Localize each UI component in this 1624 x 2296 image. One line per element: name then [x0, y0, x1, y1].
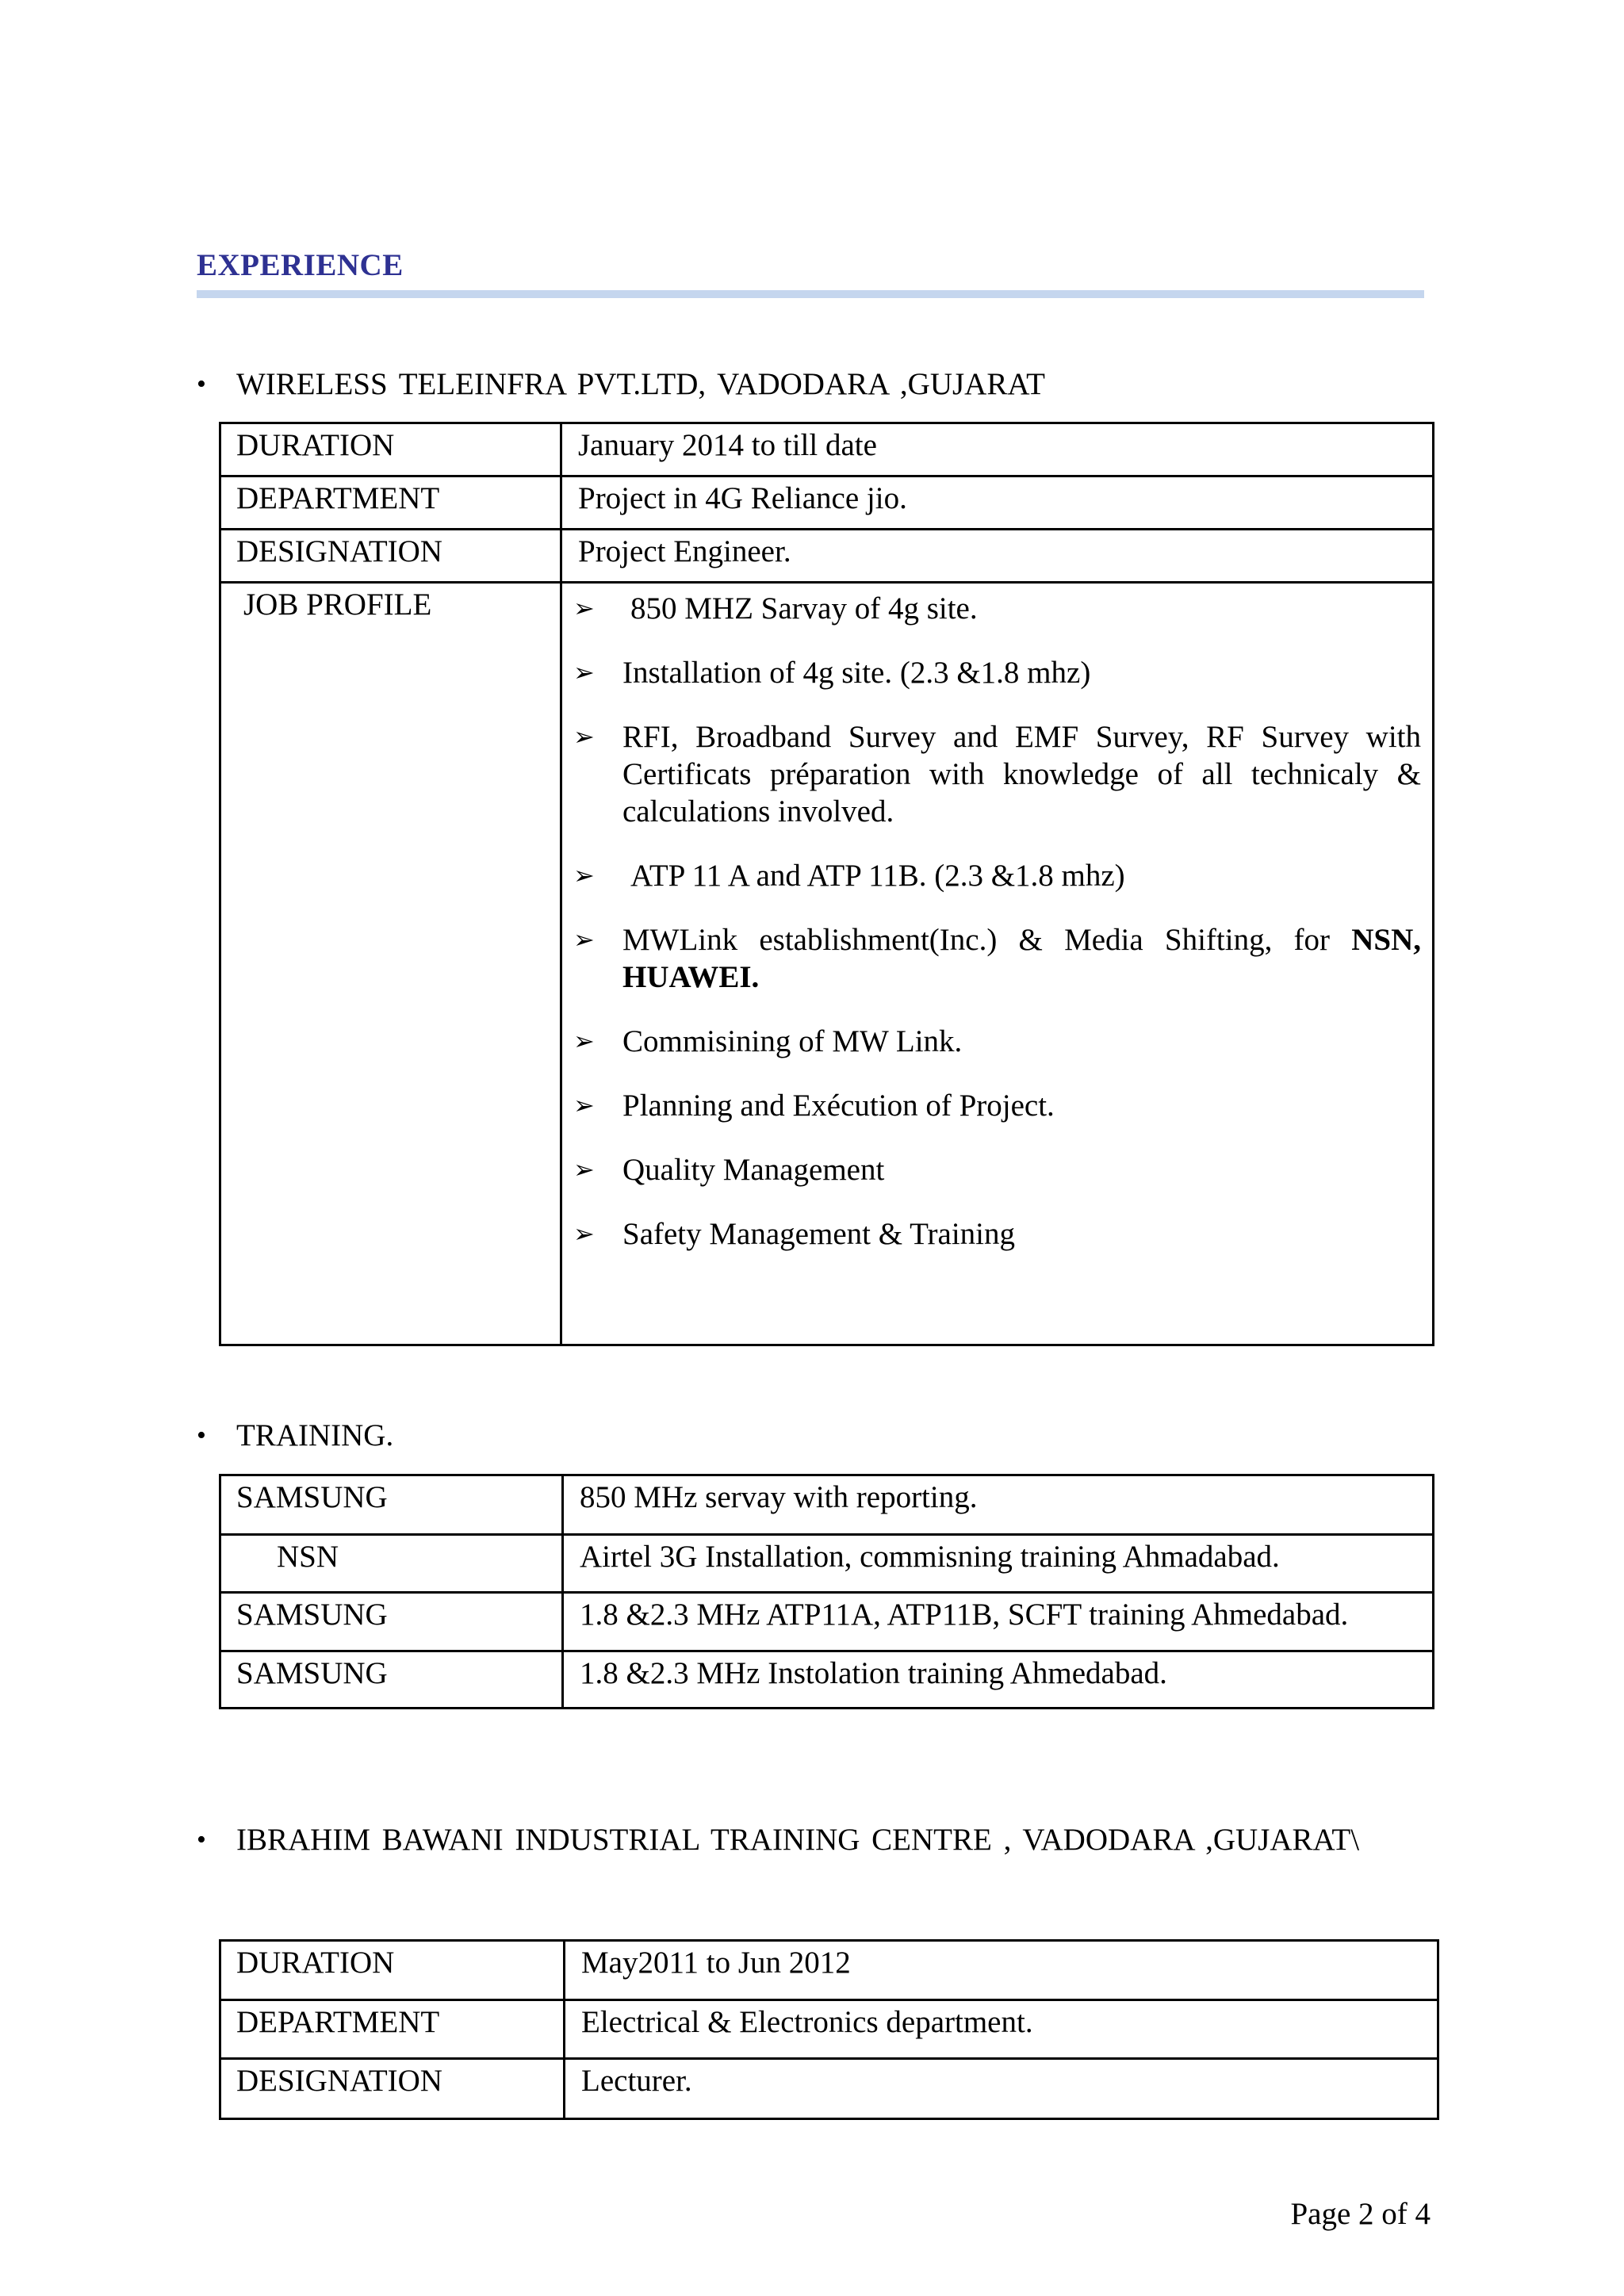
- row-label: DEPARTMENT: [220, 2000, 565, 2059]
- row-label: DURATION: [220, 1941, 565, 2000]
- arrow-bullet-icon: ➢: [573, 721, 595, 752]
- arrow-bullet-icon: ➢: [573, 1090, 595, 1120]
- table-row: [220, 1651, 1434, 1709]
- table-row: [220, 1535, 1434, 1593]
- arrow-bullet-icon: ➢: [573, 593, 595, 623]
- list-item: ➢ Safety Management & Training: [573, 1217, 1016, 1251]
- row-value: Project Engineer.: [561, 530, 1434, 583]
- table-row: [220, 1593, 1434, 1651]
- arrow-bullet-icon: ➢: [573, 1026, 595, 1056]
- training-detail: 1.8 &2.3 MHz ATP11A, ATP11B, SCFT training Ahmedabad.: [563, 1593, 1434, 1651]
- company2-heading: [197, 1822, 1359, 1858]
- bullet-icon: •: [197, 369, 206, 399]
- section-title-experience: EXPERIENCE: [197, 248, 404, 282]
- row-label: DEPARTMENT: [220, 476, 561, 530]
- table-row: [220, 530, 1434, 583]
- list-item: ➢ ATP 11 A and ATP 11B. (2.3 &1.8 mhz): [573, 859, 1125, 893]
- training-provider: SAMSUNG: [220, 1651, 563, 1709]
- list-item: ➢ RFI, Broadband Survey and EMF Survey, RF Survey with Certificats préparation with knowledge of all technicaly & calculations involved.: [573, 720, 1421, 828]
- arrow-bullet-icon: ➢: [573, 1154, 595, 1184]
- training-title: TRAINING.: [236, 1418, 394, 1452]
- list-item: ➢ Installation of 4g site. (2.3 &1.8 mhz): [573, 656, 1091, 690]
- company1-details-table: [219, 422, 1434, 1346]
- row-value: Project in 4G Reliance jio.: [561, 476, 1434, 530]
- training-provider: NSN: [220, 1535, 563, 1593]
- training-heading: [197, 1418, 393, 1453]
- vendor-names: NSN, HUAWEI.: [622, 923, 1421, 994]
- training-provider: SAMSUNG: [220, 1593, 563, 1651]
- row-label: DURATION: [220, 423, 561, 476]
- table-row: [220, 423, 1434, 476]
- row-label: DESIGNATION: [220, 530, 561, 583]
- row-label: DESIGNATION: [220, 2059, 565, 2119]
- training-detail: Airtel 3G Installation, commisning training Ahmadabad.: [563, 1535, 1434, 1593]
- table-row: [220, 476, 1434, 530]
- list-item: ➢ MWLink establishment(Inc.) & Media Shifting, for NSN, HUAWEI.: [573, 923, 1421, 994]
- list-item: ➢ 850 MHZ Sarvay of 4g site.: [573, 591, 978, 626]
- arrow-bullet-icon: ➢: [573, 860, 595, 890]
- training-detail: 850 MHz servay with reporting.: [563, 1475, 1434, 1535]
- row-value: Electrical & Electronics department.: [565, 2000, 1438, 2059]
- arrow-bullet-icon: ➢: [573, 924, 595, 955]
- list-item: ➢ Quality Management: [573, 1153, 885, 1187]
- job-profile-list: [562, 584, 1432, 1253]
- row-value: Lecturer.: [565, 2059, 1438, 2119]
- section-divider: [197, 290, 1424, 298]
- list-item: ➢ Commisining of MW Link.: [573, 1024, 963, 1058]
- arrow-bullet-icon: ➢: [573, 1219, 595, 1249]
- table-row: [220, 1475, 1434, 1535]
- bullet-icon: •: [197, 1825, 206, 1854]
- row-value: May2011 to Jun 2012: [565, 1941, 1438, 2000]
- training-provider: SAMSUNG: [220, 1475, 563, 1535]
- table-row-job-profile: [220, 583, 1434, 1345]
- page-number: Page 2 of 4: [1290, 2197, 1431, 2231]
- arrow-bullet-icon: ➢: [573, 657, 595, 687]
- company1-name: WIRELESS TELEINFRA PVT.LTD, VADODARA ,GUJARAT: [236, 367, 1046, 401]
- table-row: [220, 1941, 1438, 2000]
- bullet-icon: •: [197, 1421, 206, 1450]
- company2-name: IBRAHIM BAWANI INDUSTRIAL TRAINING CENTRE , VADODARA ,GUJARAT\: [236, 1823, 1360, 1857]
- company2-details-table: [219, 1939, 1439, 2120]
- row-value: January 2014 to till date: [561, 423, 1434, 476]
- training-detail: 1.8 &2.3 MHz Instolation training Ahmedabad.: [563, 1651, 1434, 1709]
- job-profile-cell: [561, 583, 1434, 1345]
- row-label: JOB PROFILE: [220, 583, 561, 1345]
- company1-heading: [197, 366, 1045, 402]
- list-item: ➢ Planning and Exécution of Project.: [573, 1089, 1055, 1123]
- table-row: [220, 2059, 1438, 2119]
- training-table: [219, 1474, 1434, 1709]
- table-row: [220, 2000, 1438, 2059]
